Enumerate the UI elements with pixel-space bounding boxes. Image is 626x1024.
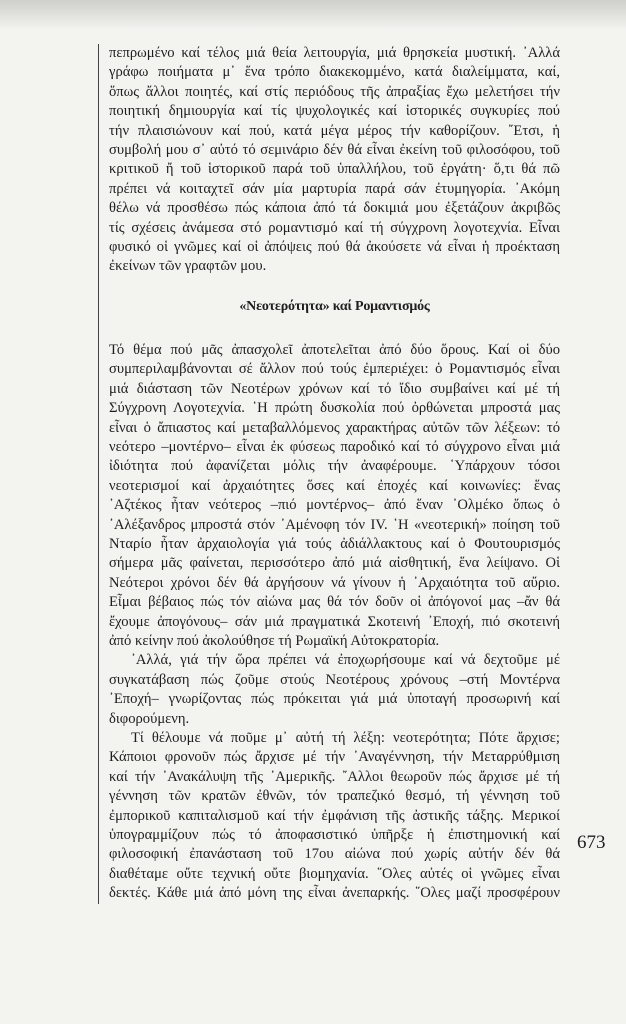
text-line: ὑπογραμμίζουν πώς τό ἀποφασιστικό ὑπῆρξε ἡ ἐπιστημονική καί [109,827,560,844]
text-line: ἔχουμε ἀπογόνους– σάν μιά πραγματικά Σκοτεινή ᾿Εποχή, πιό σκοτεινή [109,613,560,630]
text-line: Τί θέλουμε νά ποῦμε μ᾿ αὐτή τή λέξη: νεοτερότητα; Πότε ἄρχισε; [131,730,560,746]
text-line: ᾿Αλέξανδρος μπροστά στόν ᾿Αμένοφη τόν IV. ῾Η «νεοτερική» ποίηση τοῦ [109,516,560,533]
scan-top-edge [0,0,626,30]
text-line: πεπρωμένο καί τέλος μιά θεία λειτουργία, μιά θρησκεία μυστική. ᾿Αλλά [109,45,560,61]
text-line: Τό θέμα πού μᾶς ἀπασχολεῖ ἀποτελεῖται ἀπό δύο ὅρους. Καί οἱ δύο [109,341,560,358]
text-line: σήμερα μᾶς φαίνεται, περισσότερο ἀπό μιά αἰσθητική, ἕνα λείψανο. Οἱ [109,555,560,572]
section-heading: «Νεοτερότητα» καί Ρομαντισμός [239,298,430,314]
text-line: ἐμπορικοῦ καπιταλισμοῦ καί τήν ἐμφάνιση τῆς ἀστικῆς τάξης. Μερικοί [109,807,560,824]
text-line: διφορούμενη. [109,710,190,727]
text-line: δεκτές. Κάθε μιά ἀπό μόνη της εἶναι ἀνεπαρκής. ῞Ολες μαζί προσφέρουν [109,885,560,902]
text-line: εἶναι ὁ ἄπιαστος καί μεταβαλλόμενος χαρακτήρας αὐτῶν τῶν λέξεων: τό [109,419,560,436]
text-line: φιλοσοφική ἐπανάσταση τοῦ 17ου αἰώνα πού χωρίς αὐτήν δέν θά [109,846,560,863]
text-line: ἐκείνων τῶν γραφτῶν μου. [109,258,267,275]
text-line: τίς σχέσεις ἀνάμεσα στό ρομαντισμό καί τή σύγχρονη λογοτεχνία. Εἶναι [109,219,560,236]
text-line: γράφω ποιήματα μ᾿ ἕνα τρόπο διακεκομμένο, κατά διαλείμματα, καί, [109,64,560,81]
text-line: συμβολή μου σ᾿ αὐτό τό σεμινάριο δέν θά εἶναι ἐκείνη τοῦ φιλοσόφου, τοῦ [109,142,560,159]
body-paragraph-1 [109,341,560,652]
text-line: συμπεριλαμβάνονται σέ ἄλλον πού τούς ἐμπεριέχει: ὁ Ρομαντισμός εἶναι [109,361,560,378]
text-line: Κάποιοι φρονοῦν πώς ἄρχισε μέ τήν ᾿Αναγέννηση, τήν Μεταρρύθμιση [109,749,560,766]
text-line: κριτικοῦ ἤ τοῦ ἱστορικοῦ παρά τοῦ ὑπαλλήλου, τοῦ ἐργάτη· ὅ,τι θά πῶ [109,161,560,178]
text-line: γέννηση τῶν κρατῶν ἐθνῶν, τόν τραπεζικό θεσμό, τή γέννηση τοῦ [109,788,560,805]
text-line: ᾿Αζτέκος ἦταν νεότερος –πιό μοντέρνος– ἀπό ἕναν ᾿Ολμέκο ὅπως ὁ [109,497,560,514]
text-line: ᾿Εποχή– γνωρίζοντας πώς πρόκειται γιά μιά ὑποταγή προσωρινή καί [109,691,560,708]
text-line: νεότερο –μοντέρνο– εἶναι ἐκ φύσεως παροδικό καί τό σύγχρονο εἶναι μιά [109,438,560,455]
text-line: Νεότεροι χρόνοι δέν θά ἀργήσουν νά γίνουν ἡ ᾿Αρχαιότητα τοῦ αὔριο. [109,574,560,591]
page-number: 673 [577,832,606,853]
text-line: διαθέταμε οὔτε τεχνική οὔτε βιομηχανία. ῞Ολες αὐτές οἱ γνῶμες εἶναι [109,865,560,882]
text-line: καί τήν ᾿Ανακάλυψη τῆς ᾿Αμερικῆς. ῎Αλλοι θεωροῦν πώς ἄρχισε μέ τή [109,768,560,785]
text-line: ᾿Αλλά, γιά τήν ὥρα πρέπει νά ἐποχωρήσουμε καί νά δεχτοῦμε μέ [131,652,560,669]
text-line: φυσικό οἱ γνῶμες καί οἱ ἀπόψεις πού θά ἀκούσετε νά εἶναι ἡ προέκταση [109,239,560,256]
text-line: ποιητική δημιουργία καί τίς ψυχολογικές καί ἱστορικές συγκυρίες πού [109,103,560,120]
text-line: ὅπως ἄλλοι ποιητές, καί στίς περιόδους τῆς ἀπραξίας ἔχω μελετήσει τήν [109,83,560,100]
text-line: μιά διάσταση τῶν Νεοτέρων χρόνων καί τό ἴδιο συμβαίνει καί μέ τή [109,380,560,397]
text-line: συγκατάβαση πώς ζοῦμε στούς Νεοτέρους χρόνους –στή Μοντέρνα [109,671,560,688]
text-line: Εἶμαι βέβαιος πώς τόν αἰώνα μας θά τόν δοῦν οἱ ἀπόγονοί μας –ἄν θά [109,594,560,611]
text-line: θέλω νά προσθέσω πώς κάποια ἀπό τά δοκιμιά μου ἐξετάζουν ἀκριβῶς [109,200,560,217]
text-line: ἰδιότητα πού ἀφανίζεται μόλις τήν ἀναφέρουμε. ῾Υπάρχουν τόσοι [109,458,560,475]
text-line: νεοτερισμοί καί ἀρχαιότητες ὅσες καί ἐποχές καί κοινωνίες: ἕνας [109,477,560,494]
body-paragraph-2 [109,651,560,729]
intro-paragraph [109,44,560,277]
text-line: ἀπό κείνην πού ἀκολούθησε τή Ρωμαϊκή Αὐτοκρατορία. [109,632,440,649]
text-line: πρέπει νά κοιταχτεῖ σάν μία μαρτυρία παρά σάν ἐτυμηγορία. ᾿Ακόμη [109,180,560,197]
body-paragraph-3 [109,729,560,904]
text-line: τήν πλαισιώνουν καί πού, κατά μέγα μέρος τήν καθορίζουν. ῎Ετσι, ἡ [109,122,560,139]
document-page [98,44,560,904]
text-line: Νταρίο ἦταν ἀρχαιολογία γιά τούς ἀδιάλλακτους καί ὁ Φουτουρισμός [109,535,560,552]
text-line: Σύγχρονη Λογοτεχνία. ῾Η πρώτη δυσκολία πού ὀρθώνεται μπροστά μας [109,400,560,417]
